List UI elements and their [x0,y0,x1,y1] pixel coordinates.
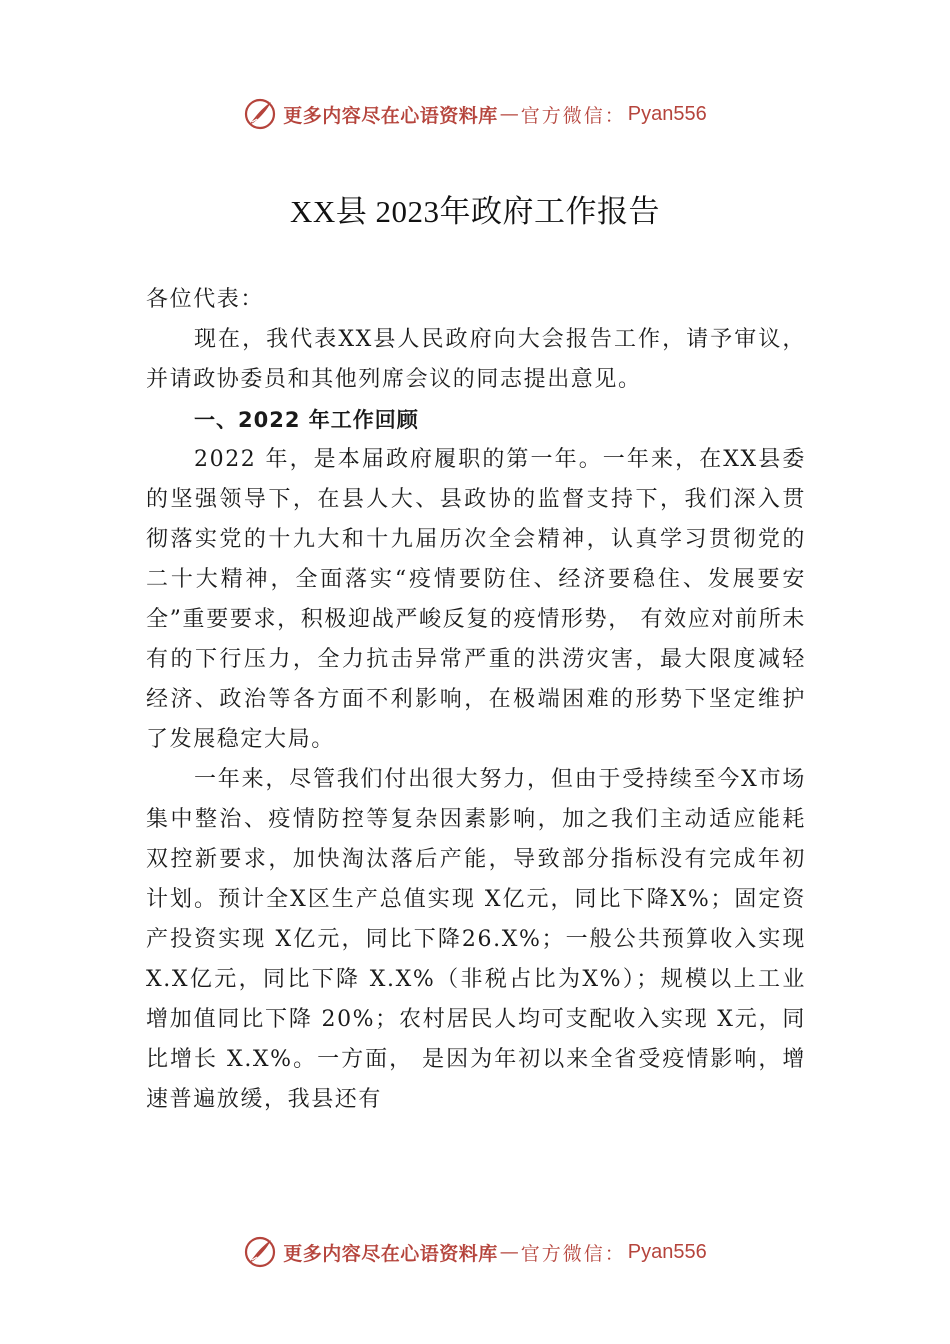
paragraph: 一年来，尽管我们付出很大努力，但由于受持续至今X市场集中整治、疫情防控等复杂因素影响，加之我们主动适应能耗双控新要求，加快淘汰落后产能，导致部分指标没有完成年初计划。预计全X区生产总值实现 X亿元，同比下降X%；固定资产投资实现 X亿元，同比下降26.X%；一般公共预算收入实现 X.X亿元，同比下降 X.X%（非税占比为X%）；规模以上工业增加值同比下降 20%；农村居民人均可支配收入实现 X元，同比增长 X.X%。一方面， 是因为年初以来全省受疫情影响，增速普遍放缓，我县还有 [146,767,806,1112]
watermark-slogan: 更多内容尽在心语资料库 [283,104,498,127]
watermark-banner-bottom [0,1232,950,1272]
watermark-wechat-id: Pyan556 [627,1240,707,1263]
document-title: XX县 2023年政府工作报告 [289,194,661,229]
paragraph-intro: 现在，我代表XX县人民政府向大会报告工作，请予审议，并请政协委员和其他列席会议的同志提出意见。 [146,327,806,392]
watermark-dash: — [499,103,519,125]
paragraph: 2022 年，是本届政府履职的第一年。一年来，在XX县委的坚强领导下，在县人大、县政协的监督支持下，我们深入贯彻落实党的十九大和十九届历次全会精神，认真学习贯彻党的二十大精神，全面落实“疫情要防住、经济要稳住、发展要安全”重要要求，积极迎战严峻反复的疫情形势， 有效应对前所未有的下行压力，全力抗击异常严重的洪涝灾害，最大限度减轻经济、政治等各方面不利影响，在极端困难的形势下坚定维护了发展稳定大局。 [146,447,806,752]
watermark-slogan: 更多内容尽在心语资料库 [283,1242,498,1265]
document-body [146,280,806,1120]
quill-pen-icon [243,97,277,131]
watermark-banner-top [0,94,950,134]
watermark-wechat-id: Pyan556 [627,102,707,125]
section-heading: 一、2022 年工作回顾 [194,408,419,432]
quill-pen-icon [243,1235,277,1269]
salutation: 各位代表： [146,287,265,312]
watermark-wechat-label: 官方微信： [520,1242,626,1265]
watermark-wechat-label: 官方微信： [520,104,626,127]
watermark-dash: — [499,1241,519,1263]
